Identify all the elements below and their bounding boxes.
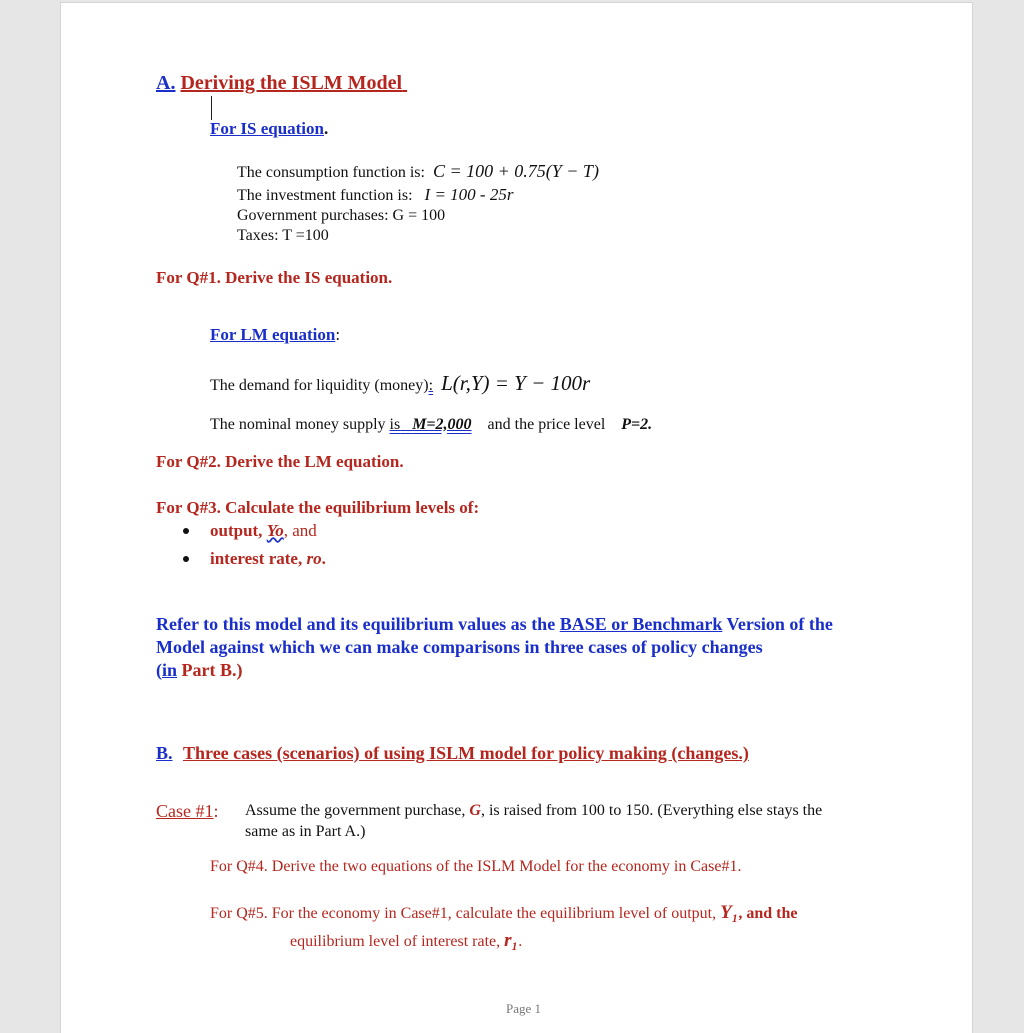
y1-symbol: Y₁ — [720, 902, 739, 923]
consumption-line: The consumption function is: C = 100 + 0.75(Y − T) — [237, 161, 599, 181]
question-4: For Q#4. Derive the two equations of the ISLM Model for the economy in Case#1. — [210, 858, 742, 875]
bullet-interest: interest rate, ro. — [210, 549, 326, 568]
r1-symbol: r₁ — [504, 930, 519, 951]
refer-line-2: Model against which we can make comparisons in three cases of policy changes — [156, 637, 763, 657]
case-1-label: Case #1: — [156, 801, 219, 821]
page-number: Page 1 — [506, 1001, 542, 1016]
money-supply-line: The nominal money supply is M=2,000 and the price level P=2. — [210, 416, 653, 433]
refer-line-3: (in Part B.) — [156, 660, 243, 680]
text-cursor — [211, 96, 212, 120]
question-2: For Q#2. Derive the LM equation. — [156, 452, 404, 471]
y0-symbol: Yo — [266, 521, 284, 540]
question-3: For Q#3. Calculate the equilibrium levels of: — [156, 498, 480, 517]
bullet-icon — [183, 528, 189, 534]
question-1: For Q#1. Derive the IS equation. — [156, 268, 393, 287]
investment-line: The investment function is: I = 100 - 25r — [237, 185, 514, 204]
money-supply-value: M=2,000 — [412, 416, 472, 433]
g-symbol: G — [469, 802, 481, 819]
case-1-text-line-2: same as in Part A.) — [245, 823, 366, 840]
price-level-value: P=2. — [621, 416, 653, 433]
refer-line-1: Refer to this model and its equilibrium values as the BASE or Benchmark Version of the — [156, 614, 833, 634]
question-5-line-1: For Q#5. For the economy in Case#1, calculate the equilibrium level of output, Y₁, and the — [210, 902, 798, 923]
taxes-line: Taxes: T =100 — [237, 227, 329, 244]
investment-equation: I = 100 - 25r — [424, 185, 514, 204]
case-1-text-line-1: Assume the government purchase, G, is raised from 100 to 150. (Everything else stays the — [245, 802, 823, 819]
demand-equation: L(r,Y) = Y − 100r — [441, 371, 591, 395]
section-b-letter: B. — [156, 743, 173, 763]
section-a-heading — [156, 72, 407, 95]
consumption-equation: C = 100 + 0.75(Y − T) — [432, 161, 599, 181]
lm-heading: For LM equation: — [210, 325, 341, 344]
section-b-heading — [156, 743, 749, 764]
bullet-output: output, Yo, and — [210, 521, 317, 540]
government-line: Government purchases: G = 100 — [237, 207, 446, 224]
r0-symbol: ro — [306, 549, 322, 568]
document-page — [60, 2, 973, 1033]
is-heading: For IS equation. — [210, 119, 329, 138]
question-5-line-2: equilibrium level of interest rate, r₁. — [290, 930, 523, 951]
section-a-title: Deriving the ISLM Model — [180, 72, 403, 94]
demand-line: The demand for liquidity (money): L(r,Y) = Y − 100r — [210, 371, 591, 395]
section-b-title: Three cases (scenarios) of using ISLM model for policy making (changes.) — [183, 743, 749, 763]
bullet-icon — [183, 556, 189, 562]
section-a-letter: A. — [156, 72, 176, 94]
